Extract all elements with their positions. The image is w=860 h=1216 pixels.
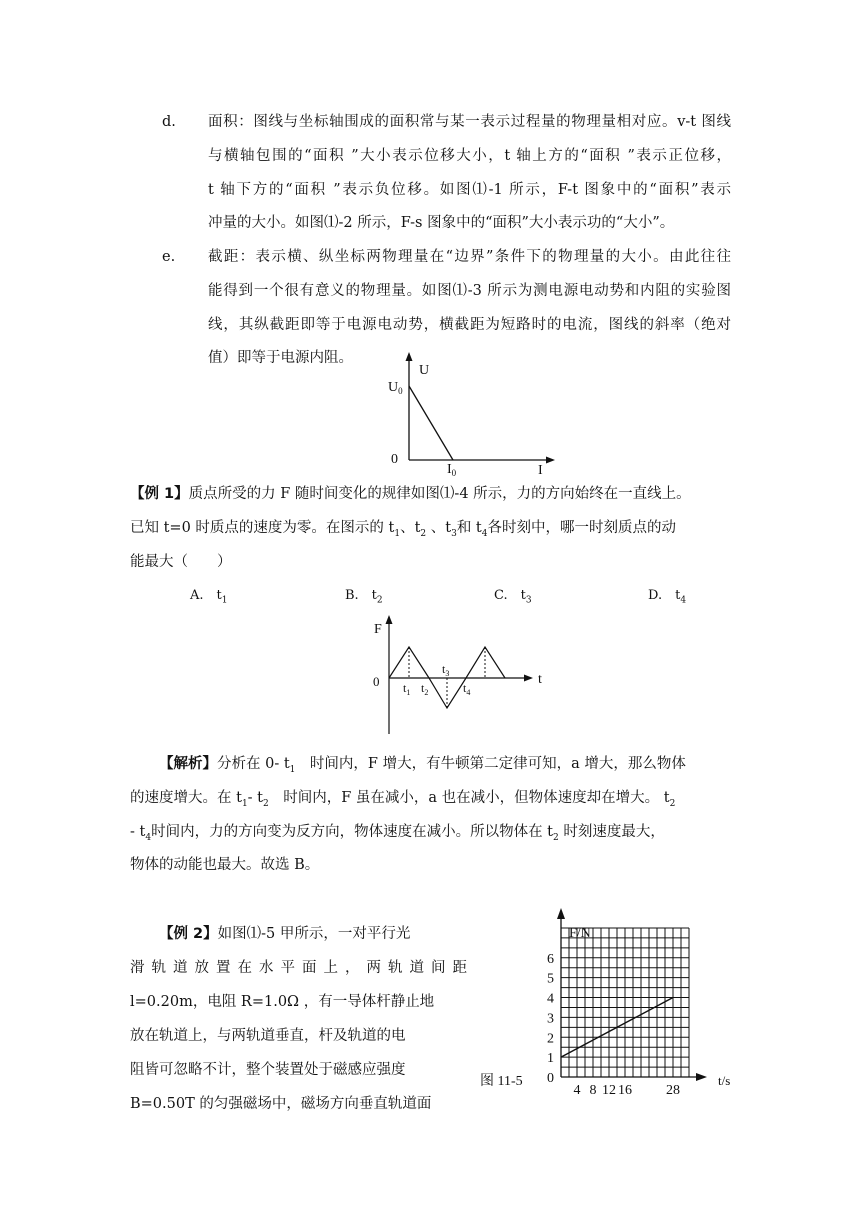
x-tick-label: 4 [573, 1083, 581, 1098]
option-b[interactable]: B. $t_2$ [345, 588, 383, 606]
t1-label: $t_1$ [403, 681, 411, 697]
analysis-tag: 【解析】 [159, 756, 217, 772]
example-2-line-1: 【例 2】如图⑴-5 甲所示，一对平行光 [159, 926, 411, 942]
para-d-line-2: 与横轴包围的“面积 ”大小表示位移大小，t 轴上方的“面积 ”表示正位移， [208, 148, 731, 164]
t3-label: $t_3$ [442, 662, 450, 678]
para-e-line-4: 值）即等于电源内阻。 [208, 350, 353, 366]
option-c[interactable]: C. $t_3$ [494, 588, 532, 606]
t2-label: $t_2$ [421, 681, 429, 697]
example-2-line-3: l=0.20m，电阻 R=1.0Ω ，有一导体杆静止地 [130, 994, 435, 1010]
analysis-line-3: - $t_4$时间内，力的方向变为反方向，物体速度在减小。所以物体在 $t_2$ 时刻速度最大， [130, 824, 665, 843]
t4-label: $t_4$ [463, 681, 471, 697]
u0-label: $U_0$ [388, 380, 403, 396]
y-axis-label: F/N [569, 926, 591, 941]
example-1-tag: 【例 1】 [130, 486, 189, 502]
item-marker-e: e. [162, 249, 176, 265]
para-d-line-3: t 轴下方的“面积 ”表示负位移。如图⑴-1 所示，F-t 图象中的“面积”表示 [208, 182, 731, 198]
i-axis-label: I [538, 463, 543, 478]
para-d-line-1: 面积：图线与坐标轴围成的面积常与某一表示过程量的物理量相对应。v-t 图线 [208, 114, 731, 130]
x-axis-label: t/s [718, 1073, 731, 1088]
para-d-line-4: 冲量的大小。如图⑴-2 所示，F-s 图象中的“面积”大小表示功的“大小”。 [208, 215, 675, 231]
x-tick-label: 8 [589, 1083, 597, 1098]
y-tick-label: 0 [547, 1071, 554, 1086]
example-2-line-5: 阻皆可忽略不计，整个装置处于磁感应强度 [130, 1062, 406, 1078]
figure-f-t-graph [370, 612, 570, 742]
chart-grid [561, 928, 689, 1077]
y-tick-label: 3 [547, 1011, 554, 1027]
analysis-line-2: 的速度增大。在 $t_1-$ $t_2$ 时间内，F 虽在减小，a 也在减小，但物体速度却在增大。 $t_2$ [130, 790, 676, 809]
example-2-line-4: 放在轨道上，与两轨道垂直，杆及轨道的电 [130, 1028, 406, 1044]
y-tick-label: 4 [547, 991, 554, 1007]
example-1-line-1: 【例 1】质点所受的力 F 随时间变化的规律如图⑴-4 所示，力的方向始终在一直线上。 [130, 486, 691, 502]
t-axis-label: t [538, 672, 542, 687]
x-tick-label: 16 [618, 1083, 632, 1098]
item-marker-d: d. [162, 114, 176, 130]
i0-label: $I_0$ [447, 462, 457, 478]
para-e-line-1: 截距：表示横、纵坐标两物理量在“边界”条件下的物理量的大小。由此往往 [208, 249, 731, 265]
y-tick-label: 1 [547, 1051, 554, 1067]
figure-11-5-chart [480, 905, 750, 1105]
example-1-line-3: 能最大（ ） [130, 554, 232, 570]
option-a[interactable]: A. $t_1$ [190, 588, 228, 606]
figure-caption: 图 11-5 [480, 1074, 523, 1089]
y-tick-label: 2 [547, 1031, 554, 1047]
origin-label: 0 [373, 674, 380, 689]
x-tick-label: 28 [666, 1083, 680, 1098]
option-d[interactable]: D. $t_4$ [648, 588, 687, 606]
y-axis-arrow [557, 908, 565, 919]
example-2-tag: 【例 2】 [159, 926, 218, 942]
example-2-line-2: 滑 轨 道 放 置 在 水 平 面 上 ， 两 轨 道 间 距 [130, 960, 467, 976]
analysis-line-4: 物体的动能也最大。故选 B。 [130, 857, 320, 873]
para-e-line-3: 线，其纵截距即等于电源电动势，横截距为短路时的电流，图线的斜率（绝对 [208, 317, 731, 333]
y-tick-label: 6 [547, 951, 554, 967]
u-axis-label: U [419, 363, 430, 378]
f-axis-label: F [374, 622, 382, 637]
analysis-line-1: 【解析】分析在 0- $t_1$ 时间内，F 增大，有牛顿第二定律可知，a 增大，那么物体 [159, 756, 686, 775]
u-i-line [409, 386, 453, 460]
example-2-line-6: B=0.50T 的匀强磁场中，磁场方向垂直轨道面 [130, 1096, 432, 1112]
example-1-line-2: 已知 t=0 时质点的速度为零。在图示的 $t_1$、$t_2$ 、$t_3$和 $t_4$各时刻中，哪一时刻质点的动 [130, 520, 676, 539]
figure-u-i-graph [380, 350, 580, 480]
x-axis-arrow [696, 1073, 707, 1081]
origin-label: 0 [391, 452, 398, 467]
y-tick-label: 5 [547, 971, 554, 987]
para-e-line-2: 能得到一个很有意义的物理量。如图⑴-3 所示为测电源电动势和内阻的实验图 [208, 283, 731, 299]
x-tick-label: 12 [602, 1083, 616, 1098]
